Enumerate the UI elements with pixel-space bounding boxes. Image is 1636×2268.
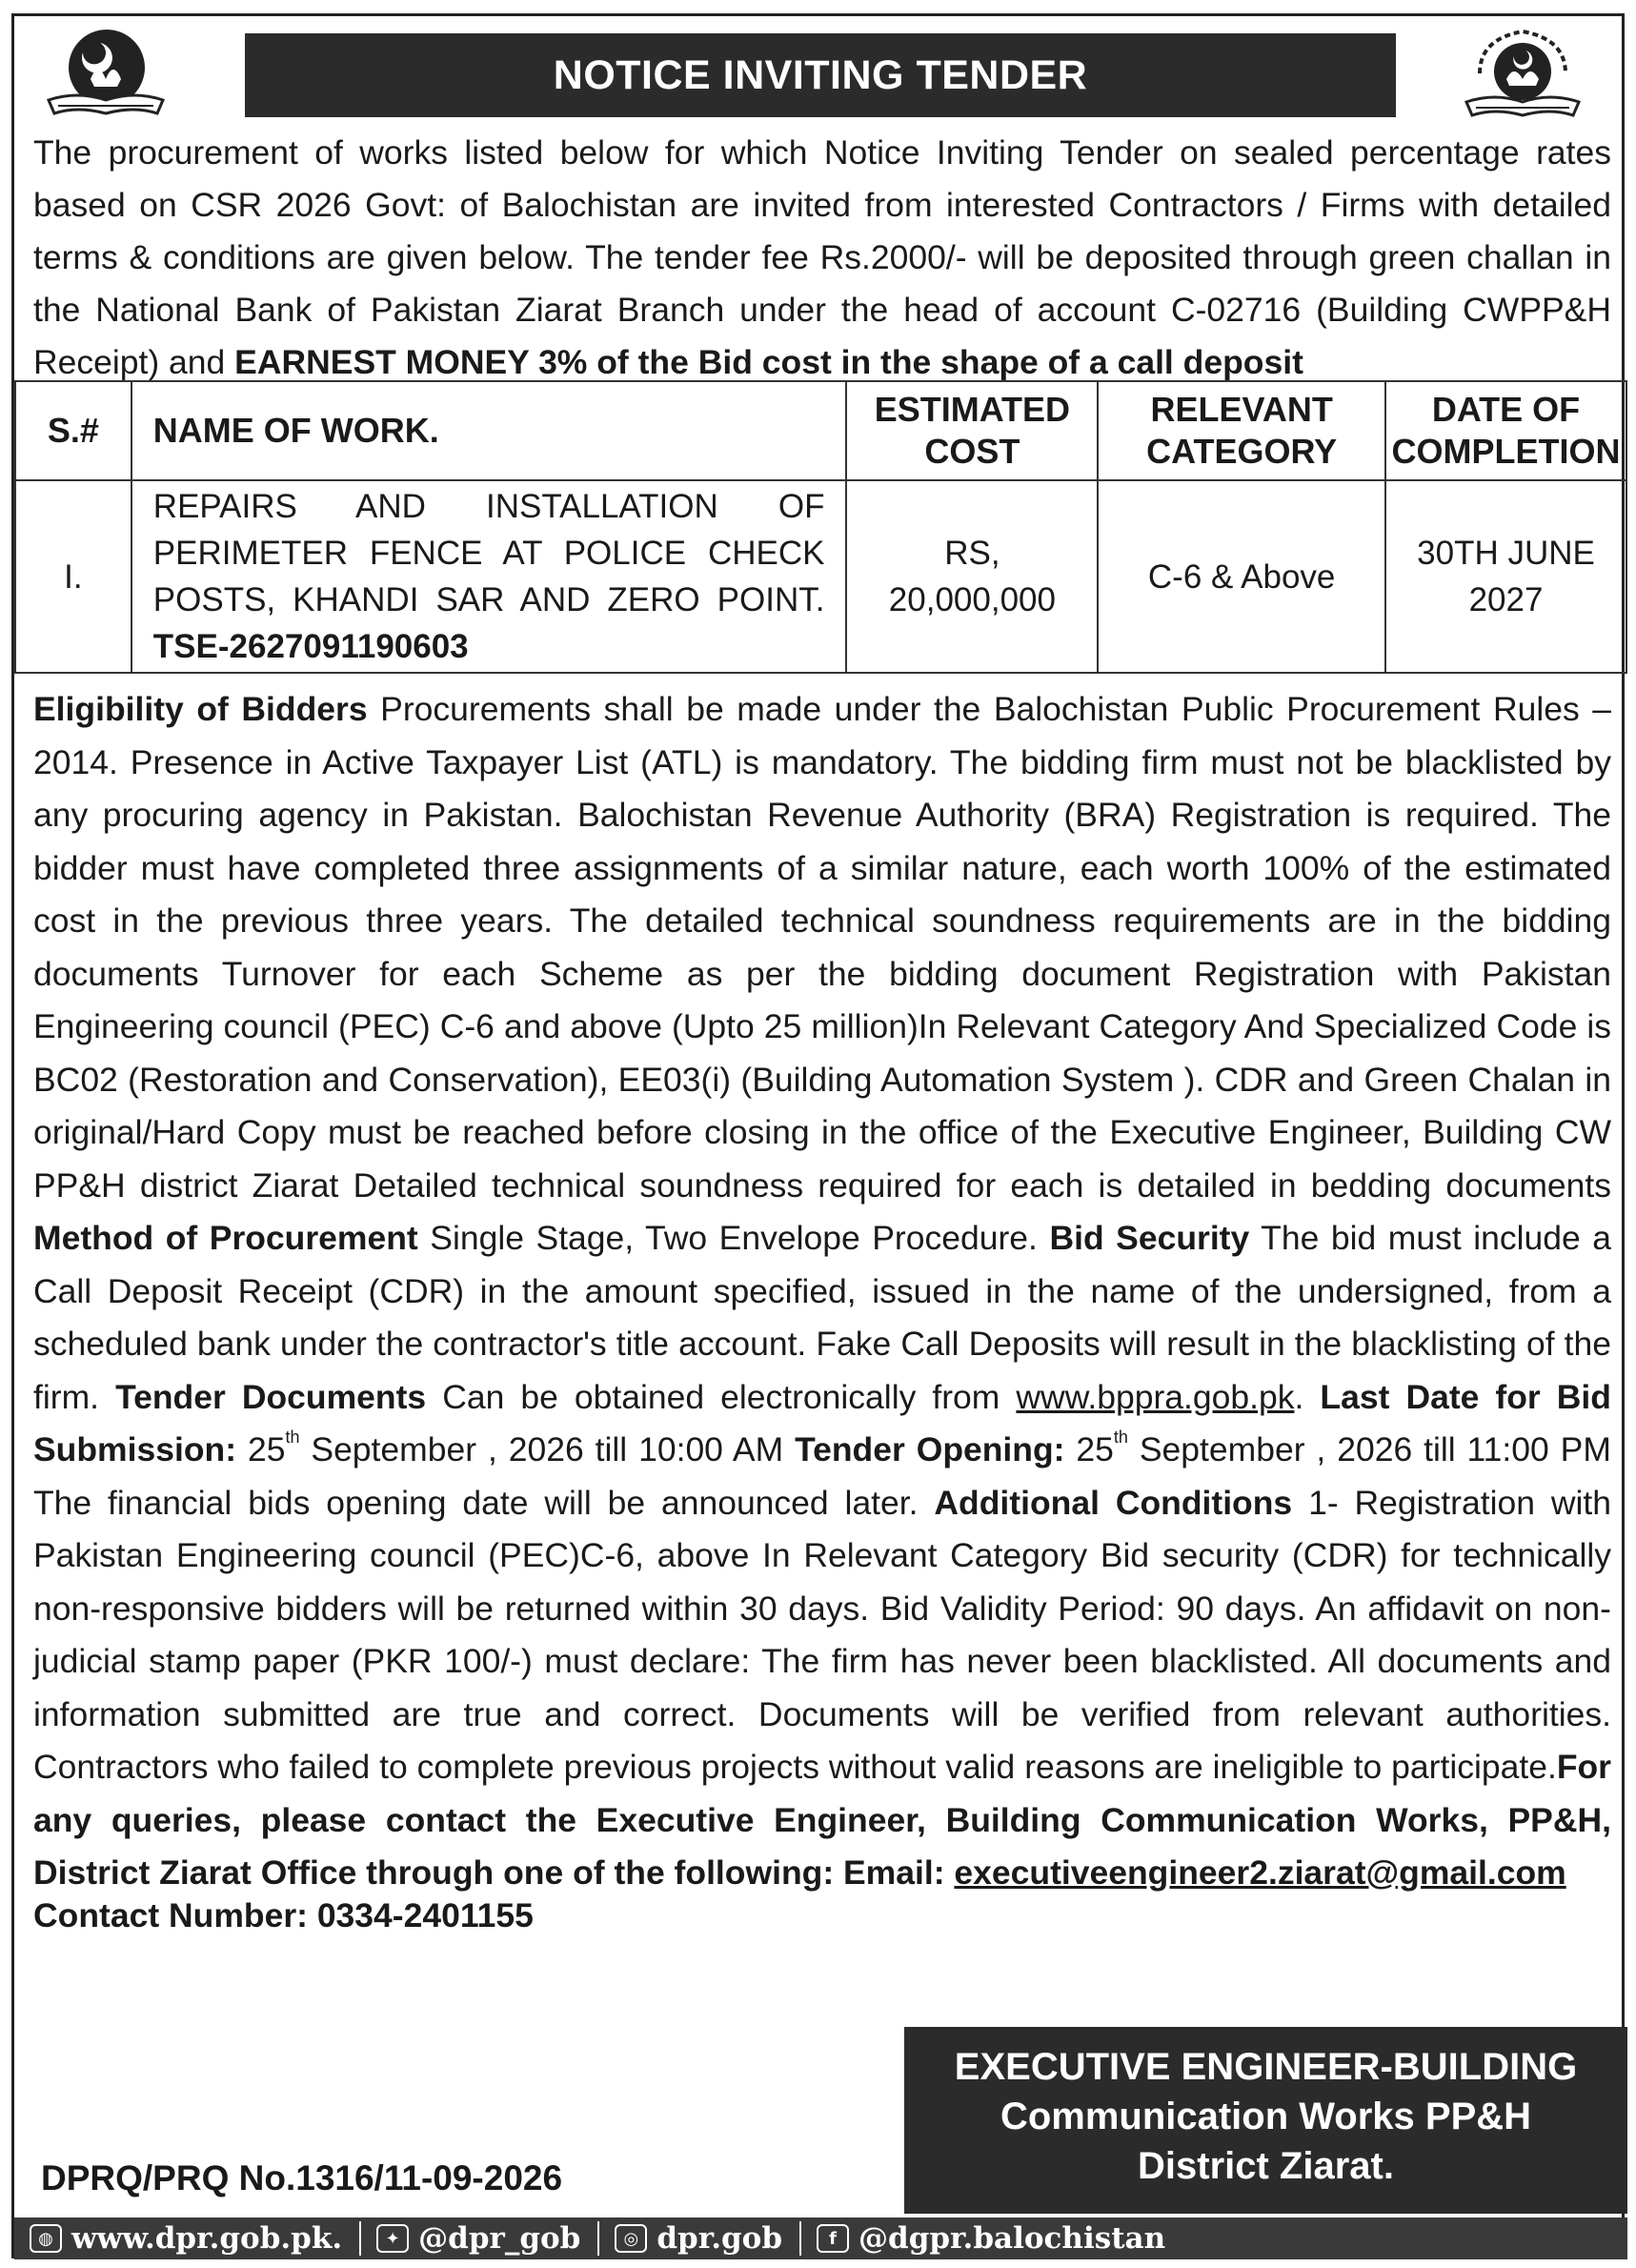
cell-category: C-6 & Above <box>1098 480 1385 673</box>
footer-instagram[interactable] <box>599 2221 782 2256</box>
cell-completion-date <box>1385 480 1626 673</box>
table-row <box>15 480 1626 673</box>
cell-sn: I. <box>15 480 131 673</box>
earnest-money-text: EARNEST MONEY 3% of the Bid cost in the shape of a call deposit <box>234 343 1303 381</box>
conditions-paragraph <box>33 683 1611 1900</box>
globe-icon: ◍ <box>30 2224 62 2253</box>
work-description: REPAIRS AND INSTALLATION OF PERIMETER FENCE AT POLICE CHECK POSTS, KHANDI SAR AND ZERO POINT. <box>152 488 825 618</box>
header-date-of-completion <box>1385 381 1626 480</box>
tender-table <box>14 380 1627 674</box>
work-code: TSE-2627091190603 <box>152 628 469 665</box>
opening-day: 25 <box>1076 1430 1114 1468</box>
opening-sup: th <box>1113 1428 1128 1448</box>
footer-facebook[interactable] <box>801 2221 1165 2256</box>
documents-end: . <box>1294 1377 1304 1416</box>
eligibility-text: Procurements shall be made under the Balochistan Public Procurement Rules – 2014. Presence in Active Taxpayer List (ATL) is mandatory. The bidding firm must not be blacklisted by any procuring agency in Pakistan. Balochistan Revenue Authority (BRA) Registration is required. The bidder must have completed three assignments of a similar nature, each worth 100% of the estimated cost in the previous three years. The detailed technical soundness requirements are in the bidding documents Turnover for each Scheme as per the bidding document Registration with Pakistan Engineering council (PEC) C-6 and above (Upto 25 million)In Relevant Category And Specialized Code is BC02 (Restoration and Conservation), EE03(i) (Building Automation System ). CDR and Green Chalan in original/Hard Copy must be reached before closing in the office of the Executive Engineer, Building CW PP&H district Ziarat Detailed technical soundness required for each is detailed in bedding documents <box>33 690 1612 1205</box>
reference-number: DPRQ/PRQ No.1316/11-09-2026 <box>41 2158 563 2197</box>
security-label: Bid Security <box>1049 1219 1250 1257</box>
method-label: Method of Procurement <box>33 1219 418 1257</box>
last-date-day: 25 <box>247 1430 286 1468</box>
instagram-icon: ◎ <box>615 2224 647 2253</box>
header-cat-line2: CATEGORY <box>1146 432 1338 471</box>
last-date-sup: th <box>285 1428 300 1448</box>
signature-block <box>904 2027 1627 2214</box>
footer-facebook-text: @dgpr.balochistan <box>858 2221 1166 2256</box>
contact-number: Contact Number: 0334-2401155 <box>33 1896 534 1934</box>
eligibility-label: Eligibility of Bidders <box>33 690 368 728</box>
header-name-of-work: NAME OF WORK. <box>131 381 847 480</box>
header-sn: S.# <box>15 381 131 480</box>
cost-prefix: RS, <box>944 535 1000 572</box>
additional-text: 1- Registration with Pakistan Engineering council (PEC)C-6, above In Relevant Category Bid security (CDR) for technically non-responsive bidders will be returned within 30 days. Bid Validity Period: 90 days. An affidavit on non-judicial stamp paper (PKR 100/-) must declare: The firm has never been blacklisted. All documents and information submitted are true and correct. Documents will be verified from relevant authorities. Contractors who failed to complete previous projects without valid reasons are ineligible to participate. <box>33 1483 1611 1786</box>
header-date-line1: DATE OF <box>1431 390 1581 429</box>
table-header-row <box>15 381 1626 480</box>
documents-label: Tender Documents <box>115 1377 427 1416</box>
intro-text: The procurement of works listed below for which Notice Inviting Tender on sealed percentage rates based on CSR 2026 Govt: of Balochistan are invited from interested Contractors / Firms with detailed terms & conditions are given below. The tender fee Rs.2000/- will be deposited through green challan in the National Bank of Pakistan Ziarat Branch under the head of account C-02716 (Building CWPP&H Receipt) and <box>33 133 1611 381</box>
facebook-icon: f <box>817 2224 849 2253</box>
footer-instagram-text: dpr.gob <box>656 2221 783 2256</box>
intro-paragraph <box>33 127 1611 389</box>
balochistan-emblem-icon-left <box>35 24 178 129</box>
last-date-label: Last Date for Bid Submission: <box>33 1377 1611 1468</box>
twitter-icon: ✦ <box>376 2224 409 2253</box>
header-relevant-category <box>1098 381 1385 480</box>
cost-value: 20,000,000 <box>888 581 1056 618</box>
footer-bar <box>14 2217 1627 2259</box>
date-line2: 2027 <box>1468 581 1544 618</box>
signature-line1: EXECUTIVE ENGINEER-BUILDING <box>954 2046 1578 2088</box>
opening-text: September , 2026 till 11:00 PM The financial bids opening date will be announced later. <box>33 1430 1611 1522</box>
bppra-link[interactable]: www.bppra.gob.pk <box>1016 1377 1295 1416</box>
last-date-text: September , 2026 till 10:00 AM <box>311 1430 784 1468</box>
footer-twitter-text: @dpr_gob <box>418 2221 581 2256</box>
additional-label: Additional Conditions <box>934 1483 1293 1522</box>
footer-twitter[interactable] <box>361 2221 580 2256</box>
signature-line3: District Ziarat. <box>1138 2145 1394 2187</box>
cell-name-of-work <box>131 480 847 673</box>
header-cost-line1: ESTIMATED <box>874 390 1071 429</box>
header-date-line2: COMPLETION <box>1391 432 1621 471</box>
footer-website[interactable] <box>14 2221 342 2256</box>
signature-line2: Communication Works PP&H <box>1000 2096 1532 2137</box>
opening-label: Tender Opening: <box>795 1430 1065 1468</box>
footer-website-text: www.dpr.gob.pk. <box>71 2221 343 2256</box>
date-line1: 30TH JUNE <box>1417 535 1595 572</box>
method-text: Single Stage, Two Envelope Procedure. <box>430 1219 1038 1257</box>
documents-text: Can be obtained electronically from <box>442 1377 1000 1416</box>
header-cost-line2: COST <box>924 432 1020 471</box>
notice-title: NOTICE INVITING TENDER <box>245 33 1396 117</box>
cell-estimated-cost <box>846 480 1098 673</box>
header-estimated-cost <box>846 381 1098 480</box>
queries-text: For any queries, please contact the Executive Engineer, Building Communication Works, PP&H, District Ziarat Office through one of the following: Email: <box>33 1748 1611 1892</box>
security-text: The bid must include a Call Deposit Receipt (CDR) in the amount specified, issued in the name of the undersigned, from a scheduled bank under the contractor's title account. Fake Call Deposits will result in the blacklisting of the firm. <box>33 1219 1611 1416</box>
tender-notice <box>11 13 1625 2258</box>
contact-email-link[interactable]: executiveengineer2.ziarat@gmail.com <box>954 1853 1566 1892</box>
header-cat-line1: RELEVANT <box>1150 390 1333 429</box>
balochistan-emblem-icon-right <box>1451 24 1594 129</box>
